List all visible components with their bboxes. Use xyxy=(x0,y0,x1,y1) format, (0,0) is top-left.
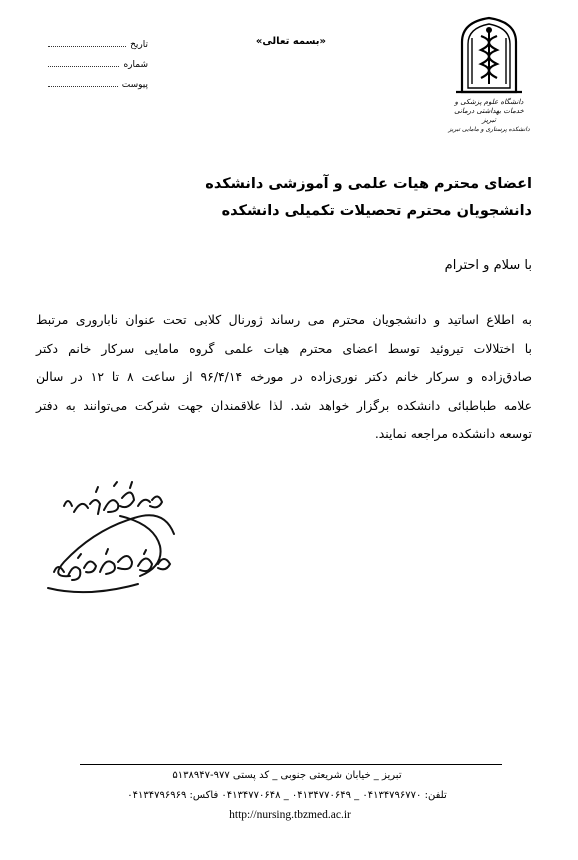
handwritten-signature xyxy=(34,476,184,606)
basmala-text: بسمه تعالی xyxy=(262,36,320,47)
recipient-faculty: اعضای محترم هیات علمی و آموزشی دانشکده xyxy=(205,176,532,192)
logo-caption: دانشگاه علوم پزشکی و خدمات بهداشتی درمانی تبریز xyxy=(454,98,524,124)
body-line: صادق‌زاده و سرکار خانم دکتر نوری‌زاده در مورخه ۹۶/۴/۱۴ از ساعت ۸ تا ۱۲ در سالن xyxy=(36,369,532,385)
body-line: به اطلاع اساتید و دانشجویان محترم می رساند ژورنال کلابی تحت عنوان ناباروری مرتبط xyxy=(36,312,532,327)
signature-scribble-icon xyxy=(34,476,184,606)
recipient-students: دانشجویان محترم تحصیلات تکمیلی دانشکده xyxy=(221,203,532,219)
body-line: توسعه دانشکده مراجعه نمایند. xyxy=(374,426,532,442)
footer-address: تبریز _ خیابان شریعتی جنوبی _ کد پستی ۹۷۷-۵۱۳۸۹۴۷ xyxy=(172,770,402,781)
footer-website-link[interactable]: http://nursing.tbzmed.ac.ir xyxy=(229,809,351,821)
body-line: با اختلالات تیروئید توسط اعضای محترم هیات علمی گروه مامایی سرکار خانم دکتر xyxy=(36,340,532,356)
attachment-label: پیوست xyxy=(121,80,148,90)
university-logo xyxy=(448,14,530,132)
date-label: تاریخ xyxy=(130,40,148,50)
number-dotted-line xyxy=(48,65,119,67)
body-line: علامه طباطبائی دانشکده برگزار خواهد شد. لذا علاقمندان جهت شرکت می‌توانند به دفتر xyxy=(36,397,532,413)
letter-body xyxy=(36,306,532,449)
number-field xyxy=(48,56,148,70)
number-label: شماره xyxy=(123,60,148,70)
footer-phones: تلفن: ۰۴۱۳۴۷۹۶۷۷۰ _ ۰۴۱۳۴۷۷۰۶۴۹ _ ۰۴۱۳۴۷۷۰۶۴۸ فاکس: ۰۴۱۳۴۷۹۶۹۶۹ xyxy=(127,790,447,801)
university-emblem-icon xyxy=(448,14,530,94)
basmala: «بسمه تعالی» xyxy=(255,36,326,47)
date-field xyxy=(48,36,148,50)
attachment-field xyxy=(48,76,148,90)
attachment-dotted-line xyxy=(48,85,118,87)
date-dotted-line xyxy=(48,45,126,47)
logo-subcaption: دانشکده پرستاری و مامایی تبریز xyxy=(448,126,530,133)
footer-divider xyxy=(80,764,502,765)
greeting: با سلام و احترام xyxy=(444,258,532,273)
